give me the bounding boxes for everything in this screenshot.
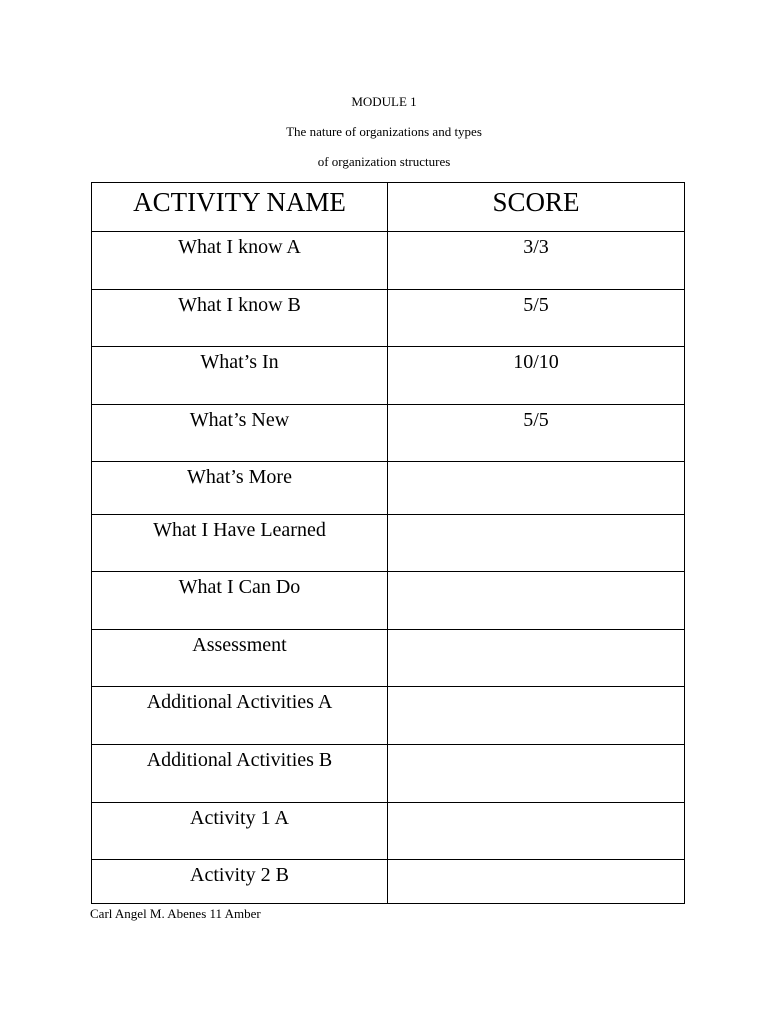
table-header-row — [92, 183, 685, 232]
score-cell: 5/5 — [388, 405, 685, 462]
subtitle-line-2: of organization structures — [317, 154, 451, 169]
activity-cell: What I Have Learned — [92, 515, 388, 572]
activity-cell: What I Can Do — [92, 572, 388, 630]
score-cell: 5/5 — [388, 290, 685, 347]
activity-cell: What’s More — [92, 462, 388, 515]
table-row — [92, 745, 685, 803]
activity-cell: What’s In — [92, 347, 388, 405]
subtitle-line-1: The nature of organizations and types — [286, 124, 482, 139]
table-row — [92, 630, 685, 687]
activity-cell: Additional Activities B — [92, 745, 388, 803]
column-header-activity: ACTIVITY NAME — [92, 183, 388, 232]
activity-cell: Assessment — [92, 630, 388, 687]
score-cell — [388, 630, 685, 687]
score-cell — [388, 745, 685, 803]
score-cell — [388, 515, 685, 572]
score-cell — [388, 803, 685, 860]
score-cell — [388, 572, 685, 630]
score-cell: 10/10 — [388, 347, 685, 405]
table-row — [92, 290, 685, 347]
column-header-score: SCORE — [388, 183, 685, 232]
score-cell — [388, 462, 685, 515]
table-row — [92, 803, 685, 860]
activity-cell: Additional Activities A — [92, 687, 388, 745]
score-cell: 3/3 — [388, 232, 685, 290]
table-row — [92, 860, 685, 904]
activity-cell: What I know B — [92, 290, 388, 347]
activity-cell: What I know A — [92, 232, 388, 290]
score-cell — [388, 687, 685, 745]
score-table — [91, 182, 685, 904]
table-row — [92, 687, 685, 745]
activity-cell: What’s New — [92, 405, 388, 462]
module-title: MODULE 1 — [351, 94, 417, 109]
table-row — [92, 572, 685, 630]
table-row — [92, 462, 685, 515]
table-row — [92, 405, 685, 462]
score-cell — [388, 860, 685, 904]
author-footer: Carl Angel M. Abenes 11 Amber — [90, 906, 261, 921]
table-row — [92, 515, 685, 572]
activity-cell: Activity 1 A — [92, 803, 388, 860]
table-row — [92, 232, 685, 290]
activity-cell: Activity 2 B — [92, 860, 388, 904]
table-row — [92, 347, 685, 405]
